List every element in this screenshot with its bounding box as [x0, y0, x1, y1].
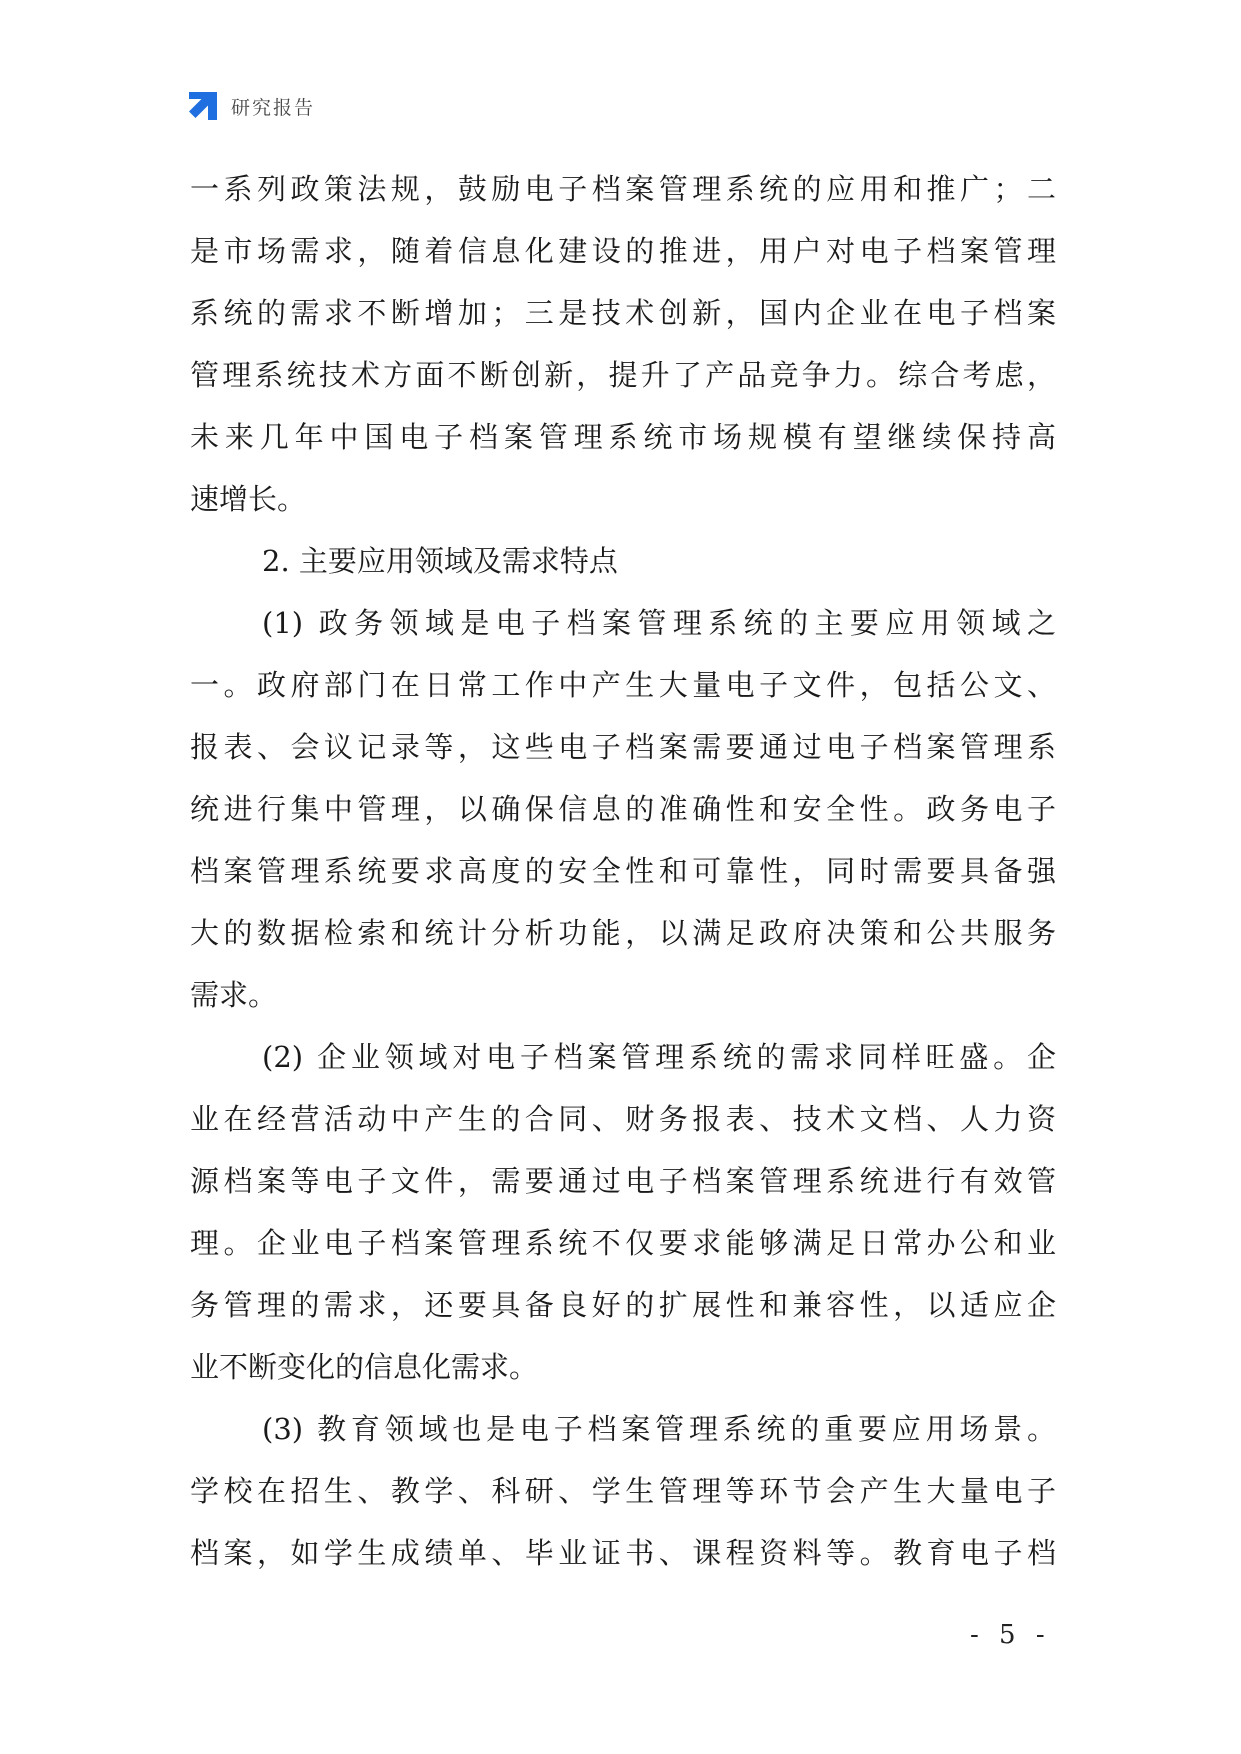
paragraph-line: (2) 企业领域对电子档案管理系统的需求同样旺盛。企	[262, 1040, 1056, 1074]
paragraph-line: 理。企业电子档案管理系统不仅要求能够满足日常办公和业	[190, 1226, 1056, 1260]
paragraph-line: 需求。	[190, 978, 278, 1012]
paragraph-line: 档案，如学生成绩单、毕业证书、课程资料等。教育电子档	[190, 1536, 1056, 1570]
paragraph-line: 统进行集中管理，以确保信息的准确性和安全性。政务电子	[190, 792, 1056, 826]
paragraph-line: 业不断变化的信息化需求。	[190, 1350, 539, 1384]
paragraph-line: 速增长。	[190, 482, 307, 516]
paragraph-line: 管理系统技术方面不断创新，提升了产品竞争力。综合考虑，	[190, 358, 1056, 392]
document-body	[190, 158, 1056, 1584]
paragraph-line: 一。政府部门在日常工作中产生大量电子文件，包括公文、	[190, 668, 1056, 702]
paragraph-line: 档案管理系统要求高度的安全性和可靠性，同时需要具备强	[190, 854, 1056, 888]
paragraph-line: 是市场需求，随着信息化建设的推进，用户对电子档案管理	[190, 234, 1056, 268]
header-title: 研究报告	[231, 96, 316, 119]
report-header	[187, 88, 315, 124]
section-heading: 2. 主要应用领域及需求特点	[262, 544, 618, 578]
arrow-up-right-logo-icon	[187, 90, 219, 122]
paragraph-line: 大的数据检索和统计分析功能，以满足政府决策和公共服务	[190, 916, 1056, 950]
paragraph-line: 源档案等电子文件，需要通过电子档案管理系统进行有效管	[190, 1164, 1056, 1198]
paragraph-line: (1) 政务领域是电子档案管理系统的主要应用领域之	[262, 606, 1056, 640]
paragraph-line: 一系列政策法规，鼓励电子档案管理系统的应用和推广；二	[190, 172, 1056, 206]
paragraph-line: 未来几年中国电子档案管理系统市场规模有望继续保持高	[190, 420, 1056, 454]
paragraph-line: 报表、会议记录等，这些电子档案需要通过电子档案管理系	[190, 730, 1056, 764]
paragraph-line: 学校在招生、教学、科研、学生管理等环节会产生大量电子	[190, 1474, 1056, 1508]
paragraph-line: 业在经营活动中产生的合同、财务报表、技术文档、人力资	[190, 1102, 1056, 1136]
paragraph-line: (3) 教育领域也是电子档案管理系统的重要应用场景。	[262, 1412, 1056, 1446]
paragraph-line: 务管理的需求，还要具备良好的扩展性和兼容性，以适应企	[190, 1288, 1056, 1322]
paragraph-line: 系统的需求不断增加；三是技术创新，国内企业在电子档案	[190, 296, 1056, 330]
page-number: - 5 -	[970, 1620, 1051, 1650]
